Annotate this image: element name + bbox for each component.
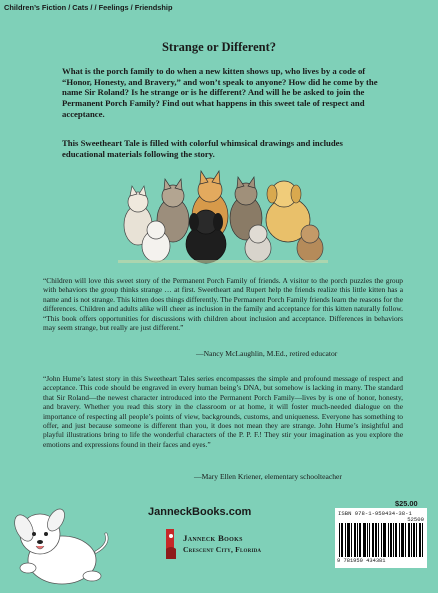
barcode-bar [402, 523, 403, 557]
barcode-bar [357, 523, 358, 557]
barcode-bar [411, 523, 412, 557]
porch-animals-group-illustration [118, 160, 328, 265]
barcode-bar [384, 523, 385, 557]
barcode-bar [376, 523, 377, 557]
barcode-bar [339, 523, 340, 557]
price-label: $25.00 [395, 499, 418, 508]
barcode-bar [401, 523, 402, 557]
barcode-bars [339, 523, 423, 557]
barcode-bar [413, 523, 414, 557]
blurb-title: Strange or Different? [161, 40, 277, 54]
ean-price-code: 52500 [407, 516, 424, 523]
barcode [335, 508, 427, 568]
review-2-text: “John Hume’s latest story in this Sweetheart Tales series encompasses the simple and profound message of respect and acceptance. This code should be engraved in every human being’s DNA, but somehow is lacking in many. The standard that Sir Roland—the newest character introduced into the Permanent Porch Family—lives by is one of honor, honesty, and bravery. Whether you read this story in the classroom or at home, it will foster much-needed dialogue on the importance of respecting all people’s points of view, backgrounds, customs, and uniqueness. Everyone has something to offer, and just because someone is different than you, it does not mean they are strange. John Hume’s insightful and playful illustrations bring to life the wonderful characters of the P. P. F.! They stir your imagination as you explore the emotions and expressions found in their faces and eyes.” [43, 374, 403, 449]
barcode-bar [416, 523, 417, 557]
barcode-bar [341, 523, 342, 557]
barcode-bar [369, 523, 370, 557]
barcode-bar [405, 523, 406, 557]
barcode-bar [372, 523, 373, 557]
barcode-bar [347, 523, 348, 557]
barcode-bar [359, 523, 360, 557]
barcode-bar [349, 523, 350, 557]
barcode-bar [355, 523, 356, 557]
barcode-bar [375, 523, 376, 557]
barcode-bar [414, 523, 415, 557]
isbn-text: ISBN 978-1-950434-38-1 [338, 510, 412, 517]
ean-number: 9 781950 434381 [337, 558, 386, 564]
review-1-attribution: —Nancy McLaughlin, M.Ed., retired educator [196, 349, 338, 358]
barcode-bar [388, 523, 389, 557]
barcode-bar [419, 523, 420, 557]
barcode-bar [395, 523, 396, 557]
barcode-bar [360, 523, 361, 557]
barcode-bar [396, 523, 397, 557]
bird-logo-icon [163, 527, 179, 561]
barcode-bar [381, 523, 382, 557]
barcode-bar [364, 523, 365, 557]
category-line: Children’s Fiction / Cats / / Feelings / Friendship [4, 3, 173, 12]
barcode-bar [363, 523, 364, 557]
publisher-logo [163, 527, 293, 563]
barcode-bar [351, 523, 352, 557]
barcode-bar [378, 523, 379, 557]
barcode-bar [390, 523, 391, 557]
barcode-bar [348, 523, 349, 557]
publisher-city: Crescent City, Florida [183, 545, 262, 554]
barcode-bar [420, 523, 421, 557]
blurb-paragraph-1: What is the porch family to do when a new kitten shows up, who lives by a code of “Honor, Honesty, and Bravery,” and won’t speak to anyone? How did he come by the name Sir Roland? Is he strange or is he different? And will he be asked to join the Permanent Porch Family? Find out what happens in this sweet tale of respect and acceptance. [62, 66, 378, 119]
barcode-bar [403, 523, 404, 557]
barcode-bar [383, 523, 384, 557]
barcode-bar [391, 523, 392, 557]
barcode-bar [408, 523, 409, 557]
barcode-bar [409, 523, 410, 557]
barcode-bar [393, 523, 394, 557]
barcode-bar [373, 523, 374, 557]
white-puppy-illustration [0, 488, 120, 593]
barcode-bar [365, 523, 366, 557]
review-1-text: “Children will love this sweet story of the Permanent Porch Family of friends. A visitor to the porch puzzles the group with behaviors the group thinks strange … at first. Sweetheart and Rupert help the friends realize this little kitten has a name and is not strange. This kitten does things differently. The Permanent Porch Family friends learn the reasons for the differences. Children and adults alike will cheer as inclusion in the family and acceptance for this kitten naturally follow. “This book offers opportunities for discussions with children about inclusion and acceptance. Differences in behaviors may seem strange, but really are just different.” [43, 276, 403, 333]
barcode-bar [399, 523, 400, 557]
blurb-paragraph-2: This Sweetheart Tale is filled with colorful whimsical drawings and includes educational materials following the story. [62, 138, 343, 159]
barcode-bar [422, 523, 423, 557]
barcode-bar [367, 523, 368, 557]
review-2-attribution: —Mary Ellen Kriener, elementary schoolteacher [194, 472, 342, 481]
barcode-bar [385, 523, 386, 557]
website-link[interactable]: JanneckBooks.com [148, 506, 252, 518]
barcode-bar [354, 523, 355, 557]
barcode-bar [345, 523, 346, 557]
publisher-name: Janneck Books [183, 533, 243, 543]
barcode-bar [342, 523, 343, 557]
